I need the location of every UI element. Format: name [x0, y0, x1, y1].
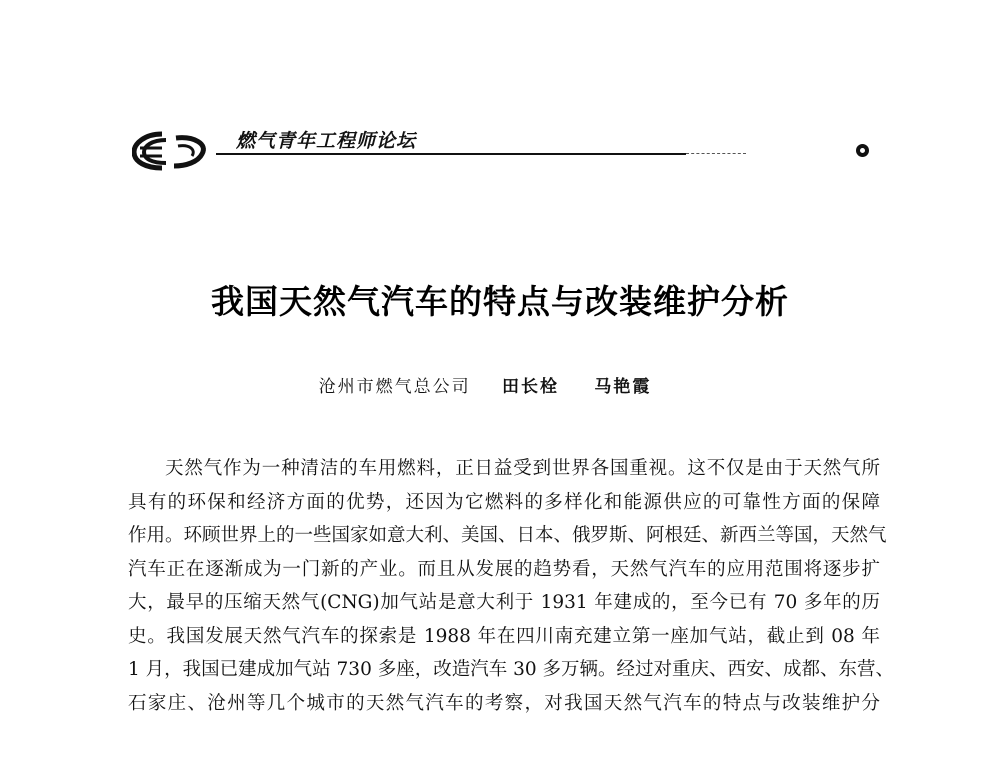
body-line: 具有的环保和经济方面的优势，还因为它燃料的多样化和能源供应的可靠性方面的保障: [128, 491, 880, 513]
header-rule-tail: [686, 153, 746, 154]
author-name: 马艳霞: [594, 377, 652, 397]
byline: [0, 372, 1000, 397]
page-marker-circle-icon: [856, 144, 869, 157]
journal-section-title: 燃气青年工程师论坛: [236, 130, 417, 152]
article-body: [128, 452, 895, 720]
author-name: 田长栓: [502, 377, 559, 397]
body-line: 大，最早的压缩天然气(CNG)加气站是意大利于 1931 年建成的，至今已有 70 多年的历: [128, 592, 880, 613]
running-header: [132, 126, 892, 176]
body-line: 史。我国发展天然气汽车的探索是 1988 年在四川南充建立第一座加气站，截止到 08 年: [128, 625, 880, 647]
body-line: 石家庄、沧州等几个城市的天然气汽车的考察，对我国天然气汽车的特点与改装维护分: [128, 692, 880, 714]
header-rule: [216, 153, 686, 155]
author-organization: 沧州市燃气总公司: [318, 377, 471, 397]
body-line: 汽车正在逐渐成为一门新的产业。而且从发展的趋势看，天然气汽车的应用范围将逐步扩: [128, 558, 880, 580]
article-title: 我国天然气汽车的特点与改装维护分析: [211, 282, 789, 321]
gas-flame-logo-icon: [132, 130, 210, 172]
body-line: 作用。环顾世界上的一些国家如意大利、美国、日本、俄罗斯、阿根廷、新西兰等国，天然气: [128, 525, 887, 546]
body-line: 1 月，我国已建成加气站 730 多座，改造汽车 30 多万辆。经过对重庆、西安、成都、东营、: [128, 659, 895, 680]
body-line: 天然气作为一种清洁的车用燃料，正日益受到世界各国重视。这不仅是由于天然气所: [165, 458, 880, 479]
